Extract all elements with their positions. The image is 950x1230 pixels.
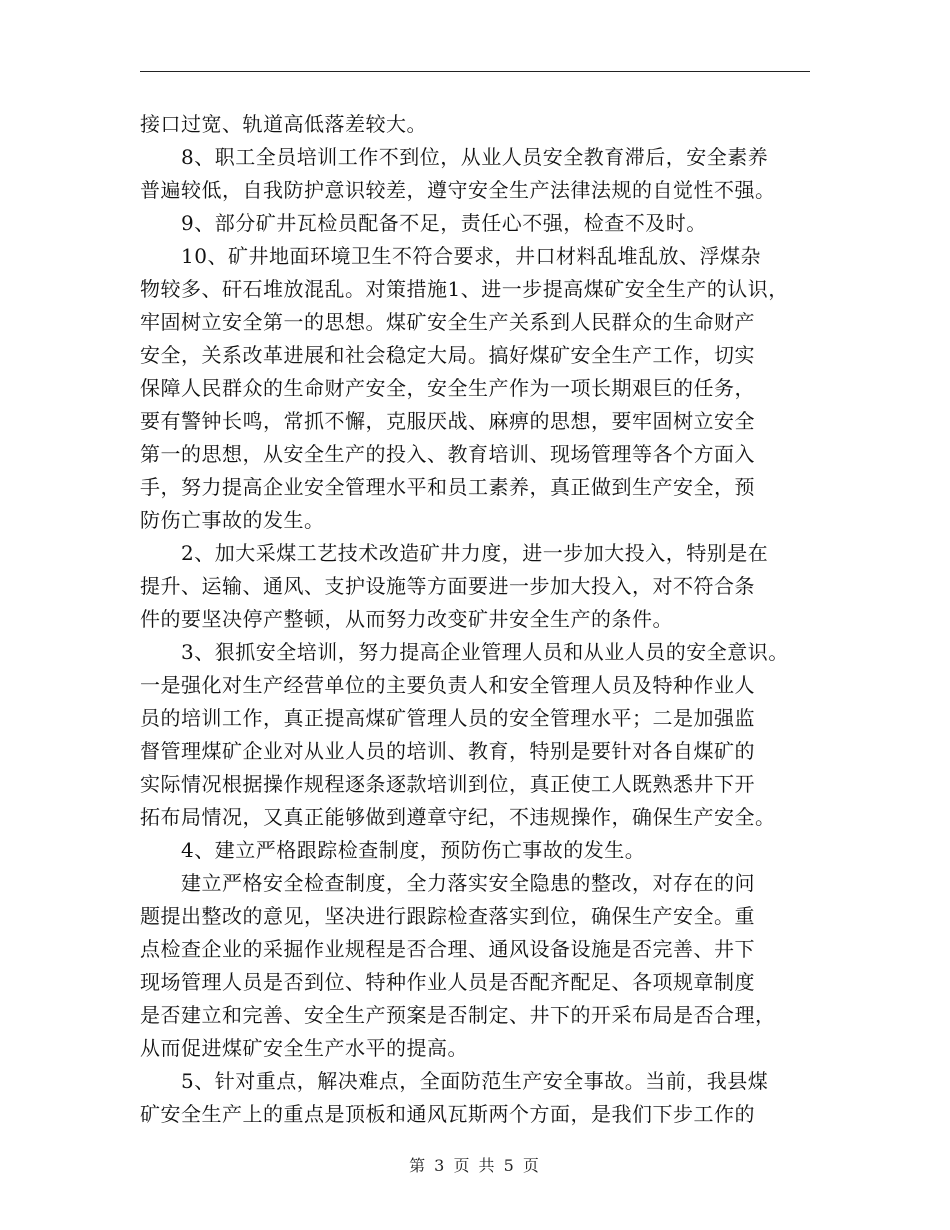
text-line: 10、矿井地面环境卫生不符合要求，井口材料乱堆乱放、浮煤杂 <box>140 244 761 268</box>
text-line: 提升、运输、通风、支护设施等方面要进一步加大投入，对不符合条 <box>140 574 755 598</box>
document-body <box>140 108 820 1131</box>
text-line: 现场管理人员是否到位、特种作业人员是否配齐配足、各项规章制度 <box>140 970 755 994</box>
text-line: 接口过宽、轨道高低落差较大。 <box>140 112 427 136</box>
text-line: 督管理煤矿企业对从业人员的培训、教育，特别是要针对各自煤矿的 <box>140 739 755 763</box>
text-line: 点检查企业的采掘作业规程是否合理、通风设备设施是否完善、井下 <box>140 937 755 961</box>
text-line: 从而促进煤矿安全生产水平的提高。 <box>140 1036 468 1060</box>
text-line: 4、建立严格跟踪检查制度，预防伤亡事故的发生。 <box>140 838 646 862</box>
text-line: 第一的思想，从安全生产的投入、教育培训、现场管理等各个方面入 <box>140 442 755 466</box>
text-line: 牢固树立安全第一的思想。煤矿安全生产关系到人民群众的生命财产 <box>140 310 755 334</box>
text-line: 9、部分矿井瓦检员配备不足，责任心不强，检查不及时。 <box>140 211 707 235</box>
text-line: 一是强化对生产经营单位的主要负责人和安全管理人员及特种作业人 <box>140 673 755 697</box>
text-line: 件的要坚决停产整顿，从而努力改变矿井安全生产的条件。 <box>140 607 673 631</box>
text-line: 普遍较低，自我防护意识较差，遵守安全生产法律法规的自觉性不强。 <box>140 178 776 202</box>
text-line: 2、加大采煤工艺技术改造矿井力度，进一步加大投入，特别是在 <box>140 541 769 565</box>
text-line: 题提出整改的意见，坚决进行跟踪检查落实到位，确保生产安全。重 <box>140 904 755 928</box>
text-line: 保障人民群众的生命财产安全，安全生产作为一项长期艰巨的任务， <box>140 376 755 400</box>
text-line: 是否建立和完善、安全生产预案是否制定、井下的开采布局是否合理， <box>140 1003 776 1027</box>
text-line: 3、狠抓安全培训，努力提高企业管理人员和从业人员的安全意识。 <box>140 640 789 664</box>
text-line: 矿安全生产上的重点是顶板和通风瓦斯两个方面，是我们下步工作的 <box>140 1102 755 1126</box>
text-line: 安全，关系改革进展和社会稳定大局。搞好煤矿安全生产工作，切实 <box>140 343 755 367</box>
page-footer: 第 3 页 共 5 页 <box>409 1156 541 1175</box>
text-line: 物较多、矸石堆放混乱。对策措施1、进一步提高煤矿安全生产的认识， <box>140 277 789 301</box>
text-line: 实际情况根据操作规程逐条逐款培训到位，真正使工人既熟悉井下开 <box>140 772 755 796</box>
text-line: 拓布局情况，又真正能够做到遵章守纪，不违规操作，确保生产安全。 <box>140 805 776 829</box>
text-line: 8、职工全员培训工作不到位，从业人员安全教育滞后，安全素养 <box>140 145 769 169</box>
header-rule <box>140 71 810 72</box>
text-line: 防伤亡事故的发生。 <box>140 508 325 532</box>
text-line: 员的培训工作，真正提高煤矿管理人员的安全管理水平；二是加强监 <box>140 706 755 730</box>
text-line: 5、针对重点，解决难点，全面防范生产安全事故。当前，我县煤 <box>140 1069 769 1093</box>
text-line: 手，努力提高企业安全管理水平和员工素养，真正做到生产安全，预 <box>140 475 755 499</box>
text-line: 建立严格安全检查制度，全力落实安全隐患的整改，对存在的问 <box>140 871 755 895</box>
text-line: 要有警钟长鸣，常抓不懈，克服厌战、麻痹的思想，要牢固树立安全 <box>140 409 755 433</box>
